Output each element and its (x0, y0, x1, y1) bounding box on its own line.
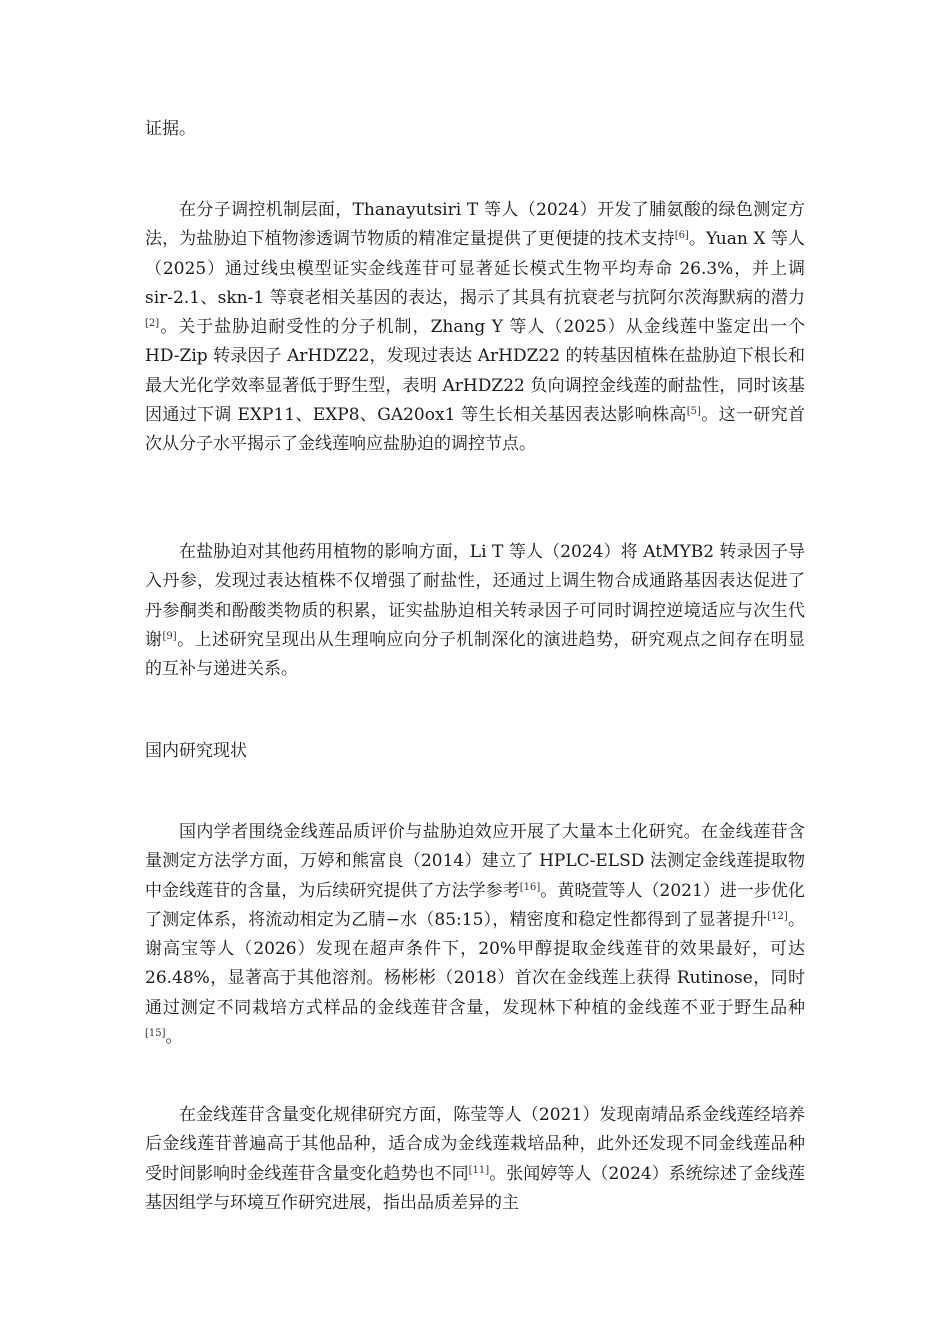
paragraph-text: 。这一研究首次从分子水平揭示了金线莲响应盐胁迫的调控节点。 (145, 405, 805, 455)
paragraph-text: 在金线莲苷含量变化规律研究方面，陈莹等人（2021）发现南靖品系金线莲经培养后金线莲苷普遍高于其他品种，适合成为金线莲栽培品种，此外还发现不同金线莲品种受时间影响时金线莲苷含量变化趋势也不同 (145, 1105, 805, 1184)
paragraph-text: 。关于盐胁迫耐受性的分子机制，Zhang Y 等人（2025）从金线莲中鉴定出一个 HD-Zip 转录因子 ArHDZ22，发现过表达 ArHDZ22 的转基因植株在盐胁迫下根长和最大光化学效率显著低于野生型，表明 ArHDZ22 负向调控金线莲的耐盐性，同时该基因通过下调 EXP11、EXP8、GA20ox1 等生长相关基因表达影响株高 (145, 317, 805, 426)
text-fragment-continuation: 证据。 (145, 119, 196, 139)
citation-marker: [15] (145, 1028, 166, 1040)
paragraph-content-variation (145, 1101, 805, 1218)
citation-marker: [11] (468, 1164, 490, 1176)
paragraph-text: 。谢高宝等人（2026）发现在超声条件下，20%甲醇提取金线莲苷的效果最好，可达 26.48%，显著高于其他溶剂。杨彬彬（2018）首次在金线莲上获得 Rutinose，同时通过测定不同栽培方式样品的金线莲苷含量，发现林下种植的金线莲不亚于野生品种 (145, 909, 805, 1018)
paragraph-text: 。上述研究呈现出从生理响应向分子机制深化的演进趋势，研究观点之间存在明显的互补与递进关系。 (145, 629, 806, 680)
citation-marker: [16] (519, 881, 541, 893)
citation-marker: [12] (767, 910, 788, 922)
paragraph-text: 。黄晓萱等人（2021）进一步优化了测定体系，将流动相定为乙腈−水（85:15），精密度和稳定性都得到了显著提升 (145, 880, 805, 930)
paragraph-domestic-research (145, 818, 805, 1052)
paragraph-text: 在分子调控机制层面，Thanayutsiri T 等人（2024）开发了脯氨酸的绿色测定方法，为盐胁迫下植物渗透调节物质的精准定量提供了更便捷的技术支持 (145, 200, 805, 250)
paragraph-text: 。 (165, 1027, 183, 1048)
section-heading: 国内研究现状 (145, 741, 247, 761)
paragraph-text: 国内学者围绕金线莲品质评价与盐胁迫效应开展了大量本土化研究。在金线莲苷含量测定方法学方面，万婷和熊富良（2014）建立了 HPLC-ELSD 法测定金线莲提取物中金线莲苷的含量，为后续研究提供了方法学参考 (145, 822, 805, 901)
paragraph-text: 在盐胁迫对其他药用植物的影响方面，Li T 等人（2024）将 AtMYB2 转录因子导入丹参，发现过表达植株不仅增强了耐盐性，还通过上调生物合成通路基因表达促进了丹参酮类和酚酸类物质的积累，证实盐胁迫相关转录因子可同时调控逆境适应与次生代谢 (145, 542, 805, 650)
citation-marker: [6] (674, 230, 689, 242)
citation-marker: [2] (145, 318, 160, 330)
citation-marker: [5] (686, 406, 701, 418)
paragraph-molecular-mechanism (145, 196, 805, 460)
paragraph-other-medicinal-plants (145, 538, 805, 684)
paragraph-text: 。张闻婷等人（2024）系统综述了金线莲基因组学与环境互作研究进展，指出品质差异的主 (145, 1163, 806, 1213)
paragraph-text: 。Yuan X 等人（2025）通过线虫模型证实金线莲苷可显著延长模式生物平均寿命 26.3%，并上调 sir-2.1、skn-1 等衰老相关基因的表达，揭示了其具有抗衰老与抗阿尔茨海默病的潜力 (145, 229, 805, 308)
citation-marker: [9] (162, 630, 177, 642)
